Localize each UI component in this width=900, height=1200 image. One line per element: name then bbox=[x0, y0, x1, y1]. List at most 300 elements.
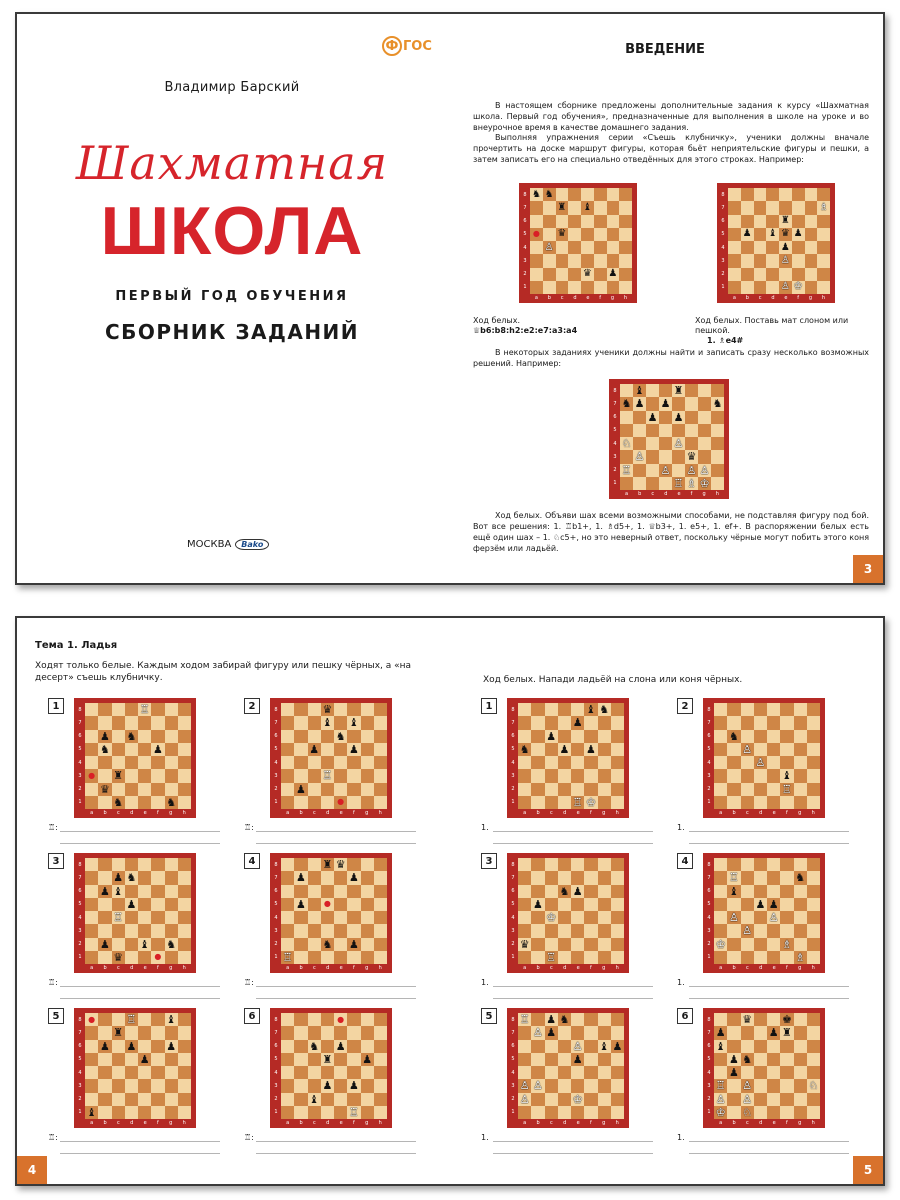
square-g2 bbox=[698, 464, 711, 477]
square-e8 bbox=[767, 1013, 780, 1026]
rank-labels bbox=[76, 858, 84, 964]
rank-label: 2 bbox=[78, 941, 82, 948]
file-label: g bbox=[169, 810, 173, 816]
square-h8 bbox=[817, 188, 830, 201]
white-rook-icon: ♖ bbox=[781, 782, 792, 796]
square-g8 bbox=[361, 1013, 374, 1026]
answer-line[interactable] bbox=[256, 831, 416, 832]
answer-line[interactable] bbox=[256, 1141, 416, 1142]
white-pawn-icon: ♙ bbox=[699, 463, 710, 477]
square-g6 bbox=[794, 730, 807, 743]
answer-line[interactable] bbox=[256, 986, 416, 987]
square-d5 bbox=[568, 228, 581, 241]
square-g1 bbox=[607, 281, 620, 294]
square-d8 bbox=[659, 384, 672, 397]
square-g1 bbox=[361, 796, 374, 809]
square-h3 bbox=[807, 1079, 820, 1092]
rank-label: 6 bbox=[78, 733, 82, 740]
square-f1 bbox=[780, 1106, 793, 1119]
square-h2 bbox=[611, 938, 624, 951]
square-f2 bbox=[780, 783, 793, 796]
square-d7 bbox=[321, 871, 334, 884]
square-a5 bbox=[518, 743, 531, 756]
square-a6 bbox=[85, 730, 98, 743]
square-e3 bbox=[767, 769, 780, 782]
file-label: c bbox=[117, 965, 120, 971]
square-d7 bbox=[558, 716, 571, 729]
square-b4 bbox=[741, 241, 754, 254]
square-e3 bbox=[767, 1079, 780, 1092]
square-h7 bbox=[178, 871, 191, 884]
black-pawn-icon: ♟ bbox=[634, 397, 645, 411]
rank-label: 5 bbox=[78, 901, 82, 908]
rank-label: 6 bbox=[78, 888, 82, 895]
rank-label: 4 bbox=[707, 759, 711, 766]
white-pawn-icon: ♙ bbox=[532, 1079, 543, 1093]
square-c7 bbox=[308, 871, 321, 884]
square-a6 bbox=[714, 730, 727, 743]
square-g5 bbox=[607, 228, 620, 241]
square-a3 bbox=[714, 924, 727, 937]
square-e5 bbox=[581, 228, 594, 241]
square-g6 bbox=[805, 215, 818, 228]
file-labels bbox=[85, 965, 191, 972]
square-d7 bbox=[558, 1026, 571, 1039]
square-h7 bbox=[619, 201, 632, 214]
answer-line[interactable] bbox=[493, 831, 653, 832]
square-h2 bbox=[374, 938, 387, 951]
square-c5 bbox=[308, 743, 321, 756]
answer-line[interactable] bbox=[689, 1153, 849, 1154]
square-b2 bbox=[294, 1093, 307, 1106]
square-b1 bbox=[294, 796, 307, 809]
rank-label: 7 bbox=[511, 1029, 515, 1036]
strawberry-icon: ● bbox=[337, 797, 345, 807]
square-h6 bbox=[807, 885, 820, 898]
rank-label: 7 bbox=[78, 1029, 82, 1036]
rank-label: 2 bbox=[274, 786, 278, 793]
black-pawn-icon: ♟ bbox=[348, 871, 359, 885]
answer-line[interactable] bbox=[493, 1141, 653, 1142]
square-d5 bbox=[754, 1053, 767, 1066]
file-labels bbox=[620, 491, 724, 498]
square-h6 bbox=[817, 215, 830, 228]
square-g6 bbox=[607, 215, 620, 228]
square-f6 bbox=[347, 730, 360, 743]
square-d3 bbox=[125, 1079, 138, 1092]
square-c5 bbox=[545, 898, 558, 911]
square-c2 bbox=[545, 1093, 558, 1106]
black-knight-icon: ♞ bbox=[126, 729, 137, 743]
rank-label: 1 bbox=[511, 954, 515, 961]
rank-label: 6 bbox=[511, 733, 515, 740]
white-pawn-icon: ♙ bbox=[519, 1092, 530, 1106]
file-label: d bbox=[130, 1120, 134, 1126]
rank-label: 1 bbox=[78, 1109, 82, 1116]
square-h8 bbox=[807, 703, 820, 716]
square-e6 bbox=[138, 730, 151, 743]
square-e7 bbox=[571, 1026, 584, 1039]
answer-line[interactable] bbox=[493, 998, 653, 999]
square-b2 bbox=[98, 1093, 111, 1106]
chess-board bbox=[507, 698, 629, 818]
chess-board bbox=[74, 853, 196, 973]
square-b6 bbox=[727, 1040, 740, 1053]
rank-label: 8 bbox=[78, 861, 82, 868]
square-h8 bbox=[178, 858, 191, 871]
square-h7 bbox=[711, 397, 724, 410]
answer-prefix: ♖: bbox=[244, 978, 254, 987]
rank-label: 7 bbox=[511, 874, 515, 881]
black-knight-icon: ♞ bbox=[728, 729, 739, 743]
square-e7 bbox=[571, 871, 584, 884]
file-label: f bbox=[353, 965, 355, 971]
square-a6 bbox=[620, 411, 633, 424]
rank-label: 8 bbox=[511, 1016, 515, 1023]
board-frame bbox=[270, 853, 392, 973]
square-e3 bbox=[672, 450, 685, 463]
file-label: d bbox=[326, 965, 330, 971]
file-label: d bbox=[563, 1120, 567, 1126]
square-a5 bbox=[620, 424, 633, 437]
square-a5 bbox=[281, 1053, 294, 1066]
square-a4 bbox=[728, 241, 741, 254]
square-b6 bbox=[98, 730, 111, 743]
rank-label: 3 bbox=[707, 772, 711, 779]
square-g7 bbox=[794, 871, 807, 884]
square-b2 bbox=[531, 938, 544, 951]
answer-line[interactable] bbox=[493, 986, 653, 987]
rank-label: 3 bbox=[274, 772, 278, 779]
black-pawn-icon: ♟ bbox=[99, 1039, 110, 1053]
square-g4 bbox=[794, 756, 807, 769]
black-knight-icon: ♞ bbox=[166, 937, 177, 951]
rank-label: 7 bbox=[523, 204, 527, 211]
answer-line[interactable] bbox=[689, 843, 849, 844]
square-a2 bbox=[281, 1093, 294, 1106]
answer-line[interactable] bbox=[256, 1153, 416, 1154]
rank-label: 4 bbox=[274, 1069, 278, 1076]
square-f8 bbox=[151, 858, 164, 871]
square-a1 bbox=[714, 951, 727, 964]
square-b2 bbox=[727, 1093, 740, 1106]
square-h1 bbox=[807, 796, 820, 809]
rank-label: 8 bbox=[274, 1016, 278, 1023]
square-f5 bbox=[792, 228, 805, 241]
rank-label: 6 bbox=[274, 733, 278, 740]
square-e8 bbox=[334, 1013, 347, 1026]
square-h5 bbox=[619, 228, 632, 241]
square-c7 bbox=[545, 716, 558, 729]
answer-prefix: 1. bbox=[677, 978, 685, 987]
square-e2 bbox=[138, 938, 151, 951]
square-e5 bbox=[334, 898, 347, 911]
square-h8 bbox=[807, 1013, 820, 1026]
square-d8 bbox=[558, 1013, 571, 1026]
answer-line[interactable] bbox=[60, 843, 220, 844]
rank-label: 1 bbox=[511, 799, 515, 806]
rank-label: 4 bbox=[511, 759, 515, 766]
square-h3 bbox=[374, 769, 387, 782]
board-squares bbox=[85, 703, 191, 809]
chess-board bbox=[703, 853, 825, 973]
rank-label: 2 bbox=[721, 271, 725, 278]
square-g6 bbox=[165, 1040, 178, 1053]
intro-heading: ВВЕДЕНИЕ bbox=[625, 42, 705, 57]
square-d5 bbox=[321, 898, 334, 911]
file-label: c bbox=[560, 295, 564, 301]
answer-line[interactable] bbox=[689, 831, 849, 832]
square-c6 bbox=[308, 730, 321, 743]
square-a4 bbox=[530, 241, 543, 254]
rank-labels bbox=[76, 703, 84, 809]
square-a8 bbox=[518, 1013, 531, 1026]
answer-line[interactable] bbox=[493, 1153, 653, 1154]
file-label: b bbox=[547, 295, 551, 301]
square-a7 bbox=[530, 201, 543, 214]
square-b1 bbox=[531, 1106, 544, 1119]
square-f2 bbox=[151, 1093, 164, 1106]
square-a4 bbox=[620, 437, 633, 450]
black-rook-icon: ♜ bbox=[322, 858, 333, 872]
white-rook-icon: ♖ bbox=[322, 769, 333, 783]
rank-label: 8 bbox=[274, 706, 278, 713]
square-c1 bbox=[112, 951, 125, 964]
square-b2 bbox=[543, 268, 556, 281]
square-a1 bbox=[714, 796, 727, 809]
square-f6 bbox=[347, 885, 360, 898]
file-label: c bbox=[651, 491, 655, 497]
square-a5 bbox=[714, 898, 727, 911]
square-c2 bbox=[112, 938, 125, 951]
square-f7 bbox=[792, 201, 805, 214]
square-d2 bbox=[558, 938, 571, 951]
rank-label: 4 bbox=[511, 1069, 515, 1076]
square-a5 bbox=[281, 898, 294, 911]
black-pawn-icon: ♟ bbox=[532, 897, 543, 911]
answer-line[interactable] bbox=[689, 986, 849, 987]
square-b2 bbox=[98, 938, 111, 951]
black-rook-icon: ♜ bbox=[113, 1026, 124, 1040]
square-c6 bbox=[308, 885, 321, 898]
file-label: h bbox=[811, 965, 815, 971]
square-e3 bbox=[779, 254, 792, 267]
square-f6 bbox=[792, 215, 805, 228]
black-bishop-icon: ♝ bbox=[585, 703, 596, 717]
square-e1 bbox=[571, 951, 584, 964]
file-label: c bbox=[746, 810, 749, 816]
square-c7 bbox=[308, 1026, 321, 1039]
answer-line[interactable] bbox=[256, 843, 416, 844]
square-d4 bbox=[754, 756, 767, 769]
square-a8 bbox=[85, 703, 98, 716]
file-label: b bbox=[103, 1120, 107, 1126]
square-b3 bbox=[727, 769, 740, 782]
white-pawn-icon: ♙ bbox=[780, 254, 790, 266]
square-c7 bbox=[112, 871, 125, 884]
square-d2 bbox=[568, 268, 581, 281]
square-a7 bbox=[518, 716, 531, 729]
square-a8 bbox=[714, 858, 727, 871]
square-f8 bbox=[584, 858, 597, 871]
file-label: g bbox=[808, 295, 813, 301]
file-label: d bbox=[759, 1120, 763, 1126]
square-h7 bbox=[611, 871, 624, 884]
white-rook-icon: ♖ bbox=[673, 476, 684, 490]
square-g8 bbox=[607, 188, 620, 201]
answer-line[interactable] bbox=[60, 998, 220, 999]
black-queen-icon: ♛ bbox=[780, 228, 790, 240]
answer-line[interactable] bbox=[60, 1153, 220, 1154]
square-c8 bbox=[741, 858, 754, 871]
square-a8 bbox=[620, 384, 633, 397]
rank-labels bbox=[719, 188, 727, 294]
square-d2 bbox=[125, 938, 138, 951]
square-f3 bbox=[780, 1079, 793, 1092]
square-d3 bbox=[558, 1079, 571, 1092]
square-f3 bbox=[151, 769, 164, 782]
square-e2 bbox=[672, 464, 685, 477]
square-b3 bbox=[531, 1079, 544, 1092]
chess-board bbox=[519, 183, 637, 303]
exercise-number: 1 bbox=[48, 698, 64, 714]
square-c1 bbox=[741, 951, 754, 964]
answer-line[interactable] bbox=[60, 1141, 220, 1142]
square-d3 bbox=[659, 450, 672, 463]
square-g6 bbox=[698, 411, 711, 424]
square-d2 bbox=[659, 464, 672, 477]
square-f2 bbox=[594, 268, 607, 281]
white-pawn-icon: ♙ bbox=[742, 924, 753, 938]
square-g4 bbox=[794, 911, 807, 924]
square-f4 bbox=[584, 756, 597, 769]
square-h5 bbox=[807, 1053, 820, 1066]
file-label: d bbox=[759, 810, 763, 816]
rank-label: 4 bbox=[274, 759, 278, 766]
square-b3 bbox=[633, 450, 646, 463]
square-g4 bbox=[607, 241, 620, 254]
square-b8 bbox=[531, 858, 544, 871]
example-2-caption: Ход белых. Поставь мат слоном или пешкой. bbox=[695, 316, 849, 335]
square-d5 bbox=[754, 898, 767, 911]
square-b4 bbox=[98, 1066, 111, 1079]
square-c5 bbox=[112, 1053, 125, 1066]
square-g5 bbox=[794, 743, 807, 756]
strawberry-icon: ● bbox=[88, 770, 96, 780]
answer-line[interactable] bbox=[60, 986, 220, 987]
square-d2 bbox=[321, 1093, 334, 1106]
square-a8 bbox=[714, 1013, 727, 1026]
rank-label: 1 bbox=[78, 799, 82, 806]
square-g2 bbox=[165, 783, 178, 796]
square-d7 bbox=[321, 1026, 334, 1039]
square-a8 bbox=[281, 1013, 294, 1026]
rank-label: 8 bbox=[707, 706, 711, 713]
square-h6 bbox=[807, 1040, 820, 1053]
white-rook-icon: ♖ bbox=[546, 950, 557, 964]
answer-line[interactable] bbox=[689, 1141, 849, 1142]
square-g3 bbox=[794, 1079, 807, 1092]
file-labels bbox=[281, 1120, 387, 1127]
black-bishop-icon: ♝ bbox=[728, 884, 739, 898]
square-c1 bbox=[308, 951, 321, 964]
square-h3 bbox=[178, 769, 191, 782]
square-h4 bbox=[817, 241, 830, 254]
square-g1 bbox=[361, 1106, 374, 1119]
square-f7 bbox=[347, 1026, 360, 1039]
square-e5 bbox=[138, 898, 151, 911]
square-a6 bbox=[714, 1040, 727, 1053]
square-h3 bbox=[178, 924, 191, 937]
square-c1 bbox=[741, 796, 754, 809]
square-d7 bbox=[321, 716, 334, 729]
square-g6 bbox=[361, 885, 374, 898]
black-bishop-icon: ♝ bbox=[634, 384, 645, 398]
square-h2 bbox=[807, 1093, 820, 1106]
square-e6 bbox=[571, 1040, 584, 1053]
fgos-label: ГОС bbox=[403, 38, 432, 54]
answer-line[interactable] bbox=[689, 998, 849, 999]
rank-labels bbox=[76, 1013, 84, 1119]
square-b7 bbox=[98, 716, 111, 729]
example-2-solution: 1. ♗e4# bbox=[707, 336, 744, 345]
board-frame bbox=[703, 853, 825, 973]
square-f1 bbox=[151, 796, 164, 809]
answer-line[interactable] bbox=[60, 831, 220, 832]
black-king-icon: ♚ bbox=[781, 1013, 792, 1027]
rank-labels bbox=[272, 1013, 280, 1119]
file-labels bbox=[714, 1120, 820, 1127]
square-h2 bbox=[178, 1093, 191, 1106]
square-a4 bbox=[518, 756, 531, 769]
square-a5 bbox=[530, 228, 543, 241]
square-f5 bbox=[151, 1053, 164, 1066]
square-b6 bbox=[727, 885, 740, 898]
square-h6 bbox=[374, 1040, 387, 1053]
example-1-solution: ♕b6:b8:h2:e2:e7:a3:a4 bbox=[473, 326, 578, 335]
board-squares bbox=[518, 858, 624, 964]
black-pawn-icon: ♟ bbox=[99, 884, 110, 898]
square-e3 bbox=[571, 924, 584, 937]
square-a7 bbox=[518, 1026, 531, 1039]
square-d1 bbox=[558, 796, 571, 809]
rank-labels bbox=[272, 703, 280, 809]
square-g4 bbox=[598, 911, 611, 924]
square-b4 bbox=[531, 756, 544, 769]
answer-line[interactable] bbox=[493, 843, 653, 844]
bottom-book-spread bbox=[15, 616, 885, 1186]
square-g8 bbox=[698, 384, 711, 397]
chess-board bbox=[703, 698, 825, 818]
square-g2 bbox=[607, 268, 620, 281]
intro-paragraph-4: Ход белых. Объяви шах всеми возможными способами, не подставляя фигуру под бой. Вот все решения: 1. ♖b1+, 1. ♗d5+, 1. ♕b3+, 1. e5+, 1. ef+. В распоряжении белых есть ещё один шах – 1. ♘c5+, но это неверный ответ, поскольку чёрные могут побить этого коня ферзём или ладьёй. bbox=[473, 511, 869, 553]
square-g2 bbox=[598, 1093, 611, 1106]
square-e5 bbox=[334, 743, 347, 756]
square-c3 bbox=[741, 1079, 754, 1092]
square-e1 bbox=[138, 1106, 151, 1119]
square-h7 bbox=[178, 716, 191, 729]
rank-label: 4 bbox=[523, 244, 527, 251]
square-d3 bbox=[321, 1079, 334, 1092]
square-g4 bbox=[165, 756, 178, 769]
file-label: h bbox=[615, 810, 619, 816]
answer-line[interactable] bbox=[256, 998, 416, 999]
file-label: e bbox=[772, 1120, 776, 1126]
square-f1 bbox=[347, 1106, 360, 1119]
white-pawn-icon: ♙ bbox=[780, 281, 790, 293]
square-b4 bbox=[294, 1066, 307, 1079]
square-g5 bbox=[794, 898, 807, 911]
